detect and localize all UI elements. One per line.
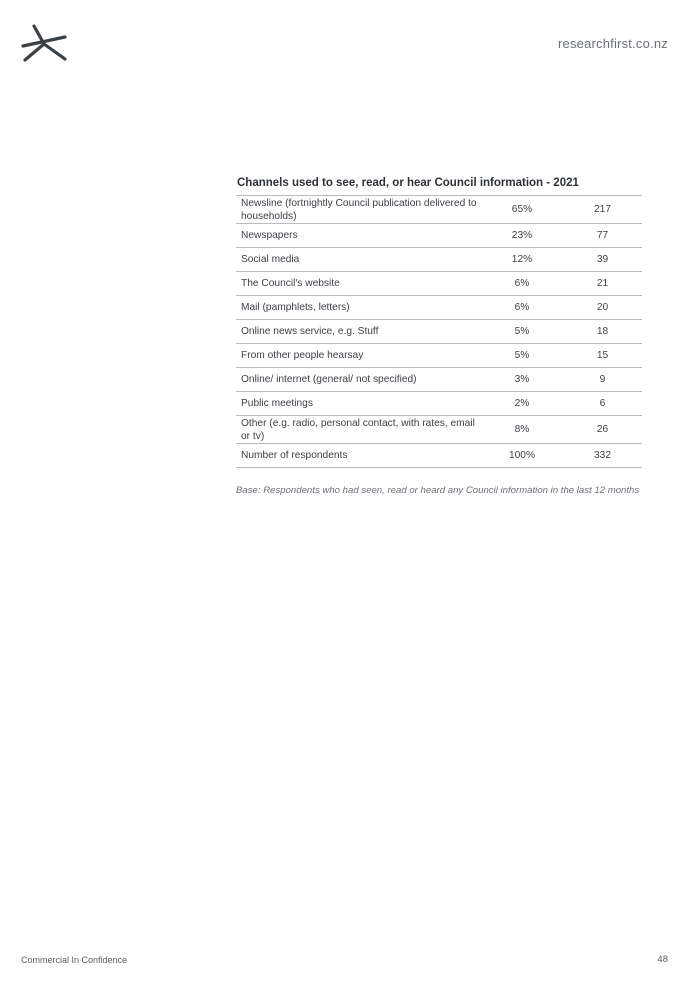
row-percent: 8% [481,416,563,444]
row-percent: 6% [481,272,563,296]
row-label: Online/ internet (general/ not specified) [236,368,481,392]
table-row [236,296,642,320]
row-label: Social media [236,248,481,272]
row-count: 332 [563,444,642,468]
page-number: 48 [657,954,668,965]
row-count: 26 [563,416,642,444]
row-percent: 12% [481,248,563,272]
table-row [236,224,642,248]
table-row [236,368,642,392]
row-label: Mail (pamphlets, letters) [236,296,481,320]
row-count: 9 [563,368,642,392]
channels-table-section [236,177,642,468]
row-count: 77 [563,224,642,248]
site-url[interactable]: researchfirst.co.nz [557,36,668,51]
table-row [236,272,642,296]
row-count: 20 [563,296,642,320]
table-title: Channels used to see, read, or hear Council information - 2021 [237,177,579,189]
row-count: 217 [563,196,642,224]
row-count: 21 [563,272,642,296]
row-percent: 5% [481,344,563,368]
row-label: Other (e.g. radio, personal contact, with rates, email or tv) [236,416,481,444]
row-percent: 6% [481,296,563,320]
star-mark-icon [20,22,68,62]
channels-table [236,195,642,468]
row-percent: 65% [481,196,563,224]
base-note: Base: Respondents who had seen, read or heard any Council information in the last 12 months [236,485,640,496]
row-percent: 100% [481,444,563,468]
table-row [236,320,642,344]
row-label: The Council's website [236,272,481,296]
row-count: 18 [563,320,642,344]
row-label: Newspapers [236,224,481,248]
confidentiality-label: Commercial In Confidence [21,955,128,965]
row-percent: 2% [481,392,563,416]
row-label: From other people hearsay [236,344,481,368]
row-label: Newsline (fortnightly Council publication delivered to households) [236,196,481,224]
table-row [236,344,642,368]
table-row [236,392,642,416]
table-row [236,196,642,224]
row-percent: 5% [481,320,563,344]
row-label: Number of respondents [236,444,481,468]
table-row [236,248,642,272]
table-row [236,416,642,444]
row-label: Public meetings [236,392,481,416]
row-percent: 23% [481,224,563,248]
row-percent: 3% [481,368,563,392]
row-count: 6 [563,392,642,416]
row-count: 15 [563,344,642,368]
row-label: Online news service, e.g. Stuff [236,320,481,344]
table-row-total [236,444,642,468]
row-count: 39 [563,248,642,272]
